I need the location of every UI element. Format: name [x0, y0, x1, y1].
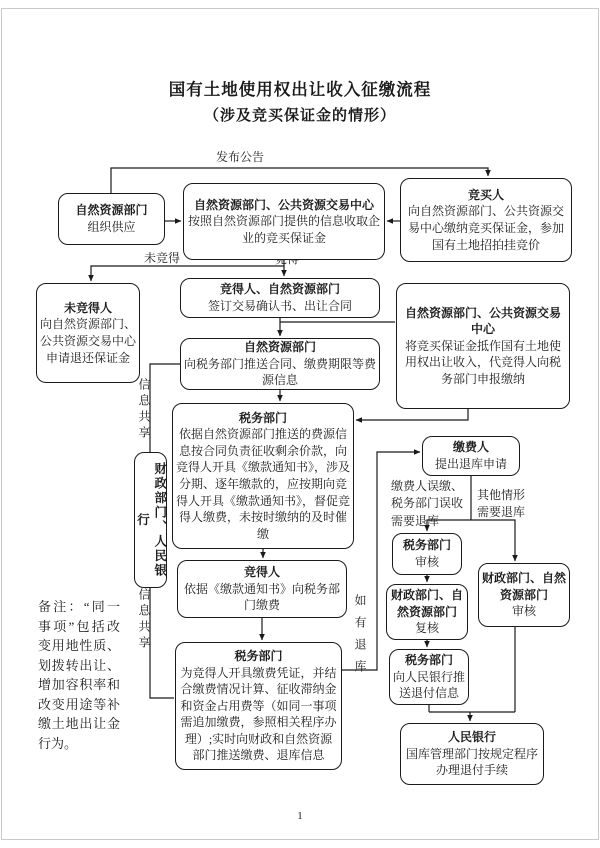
box-title: 自然资源部门	[75, 203, 148, 218]
connector-offset-to-tax	[356, 409, 468, 420]
page-subtitle: （涉及竞买保证金的情形）	[203, 108, 396, 124]
box-body: 向税务部门推送合同、缴费期限等费源信息	[184, 356, 377, 388]
label-if-refund: 如有退库	[353, 594, 367, 682]
box-pboc	[400, 723, 544, 785]
box-title: 财政部门、自然资源部门	[390, 588, 463, 619]
box-title: 未竞得人	[63, 300, 112, 315]
label-not-won: 未竞得	[143, 251, 180, 265]
footnote: 备注：“同一事项”包括改变用地性质、划拨转出让、增加容积率和改变用途等补缴土地出让金行为。	[38, 599, 120, 751]
box-body: 组织供应	[87, 220, 136, 234]
box-fiscal-recheck	[386, 584, 468, 640]
box-title: 税务部门	[402, 538, 451, 553]
box-title: 税务部门	[404, 653, 453, 668]
label-info-share-bottom: 信息共享	[137, 588, 151, 652]
box-tax-voucher	[175, 642, 342, 770]
box-deposit-offset	[396, 283, 570, 409]
box-body: 复核	[414, 621, 439, 636]
box-tax-review	[392, 533, 462, 575]
box-body: 审核	[414, 555, 439, 569]
box-payer-refund	[422, 436, 520, 476]
box-fiscal-pboc	[134, 452, 167, 588]
box-title: 竞得人、自然资源部门	[219, 282, 340, 297]
box-push-fee-info	[180, 338, 380, 390]
box-sign-contract	[180, 278, 380, 318]
box-body: 将竞买保证金抵作国有土地使用权出让收入，代竞得人向税务部门申报缴纳	[404, 338, 561, 386]
box-title: 自然资源部门、公共资源交易中心	[404, 305, 561, 337]
label-refund-reason-mistake: 缴费人误缴、税务部门误收需要退库	[391, 479, 464, 528]
box-fiscal-review	[478, 563, 570, 627]
box-winner-pay	[177, 560, 347, 618]
box-body: 签订交易确认书、出让合同	[207, 299, 352, 313]
box-body: 为竞得人开具缴费凭证，并结合缴费情况计算、征收滞纳金和资金占用费等（如同一事项需追加缴费，参照相关程序办理）;实时向财政和自然资源部门推送缴费、退库信息	[180, 665, 337, 763]
box-tax-push-refund	[389, 649, 469, 705]
box-body: 向人民银行推送退付信息	[393, 669, 466, 701]
connector-refund-right	[471, 520, 515, 561]
box-bidder	[400, 178, 572, 262]
box-title: 自然资源部门	[243, 340, 316, 355]
box-body: 向自然资源部门、公共资源交易中心缴纳竞买保证金，参加国有土地招拍挂竞价	[407, 204, 564, 252]
box-body: 依据自然资源部门推送的费源信息按合同负责征收剩余价款，向竞得人开具《缴款通知书》，涉及分期、逐年缴款的，应按期向竞得人开具《缴款通知书》，督促竞得人缴费，未按时缴纳的及时催缴	[176, 427, 351, 541]
box-title: 竞得人	[243, 565, 280, 580]
label-refund-reason-other: 其他情形需要退库	[477, 488, 526, 520]
label-info-share-top: 信息共享	[137, 378, 151, 442]
box-not-winner	[36, 283, 140, 383]
box-title: 竞买人	[467, 187, 504, 202]
page-number: 1	[297, 810, 303, 822]
box-title: 税务部门	[234, 649, 283, 664]
box-organize-supply	[58, 193, 165, 245]
box-body: 审核	[511, 604, 536, 619]
box-body: 提出退库申请	[434, 457, 507, 471]
box-title: 缴费人	[452, 440, 489, 455]
box-title: 自然资源部门、公共资源交易中心	[193, 197, 374, 212]
box-body: 按照自然资源部门提供的信息收取企业的竞买保证金	[187, 214, 380, 245]
box-title: 财政部门、人民银行	[135, 462, 167, 578]
box-body: 依据《缴款通知书》向税务部门缴费	[183, 581, 340, 613]
box-title: 税务部门	[238, 410, 287, 425]
box-title: 人民银行	[447, 730, 496, 745]
box-body: 国库管理部门按规定程序办理退付手续	[405, 746, 538, 778]
box-title: 财政部门、自然资源部门	[482, 571, 567, 602]
box-collect-deposit	[183, 183, 385, 260]
label-publish-notice: 发布公告	[215, 150, 264, 164]
box-body: 向自然资源部门、公共资源交易中心申请退还保证金	[40, 317, 137, 365]
box-tax-collect	[172, 403, 354, 549]
page-title: 国有土地使用权出让收入征缴流程	[168, 80, 432, 99]
